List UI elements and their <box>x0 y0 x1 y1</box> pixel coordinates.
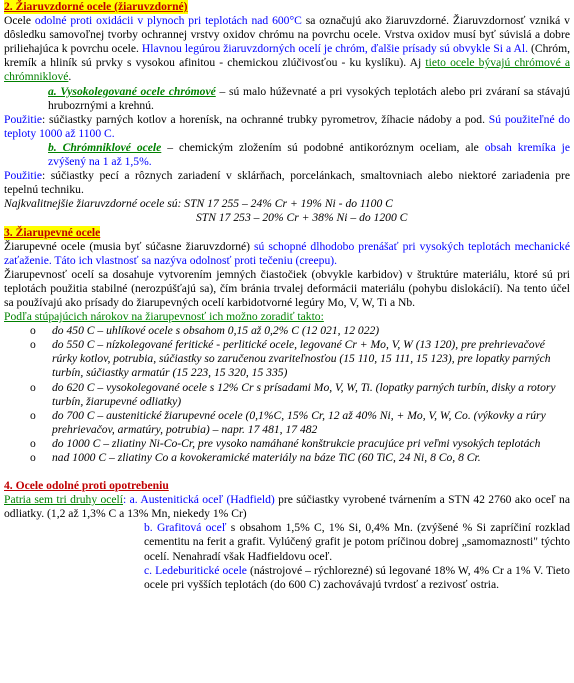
subsection-2b: b. Chrómniklové ocele – chemickým zložením sú podobné antikoróznym oceliam, ale obsah kremíka je zvýšený na 1 až 1,5%. <box>48 140 571 169</box>
subsection-4c: c. Ledeburitické ocele (nástrojové – rýchlorezné) sú legované 18% W, 4% Cr a 1% V. Tieto ocele pri vyšších teplotách (do 600 C) zachovávajú tvrdosť a rezivosť ostria. <box>144 563 570 591</box>
temperature-list <box>4 324 570 465</box>
section-4-intro: Patria sem tri druhy ocelí: a. Austenitická oceľ (Hadfield) pre súčiastky vyrobené tvárnením a STN 42 2760 ako oceľ na odliatky. (1,2 až 1,3% C a 13% Mn, niekedy 1% Cr) <box>4 493 570 521</box>
section-3-paragraph: Žiarupevnosť ocelí sa dosahuje vytvorením jemných čiastočiek (obvykle karbidov) v štruktúre materiálu, ktoré sú pri teplotách použitia stabilné (nerozpúšťajú sa), čím bránia trvalej deformácii materiálu (pohybu dislokácií). Na tento účel sa používajú ako prísady do žiarupevných ocelí karbidotvorné legúry Mo, V, W, Ti a Nb. <box>4 267 570 309</box>
section-3-title: 3. Žiarupevné ocele <box>4 225 101 239</box>
section-2-intro: Ocele odolné proti oxidácii v plynoch pri teplotách nad 600°C sa označujú ako žiaruvzdorné. Žiaruvzdornosť vzniká v dôsledku samovoľnej tvorby ochrannej vrstvy oxidov chrómu na povrchu ocele. Vrstva oxidov musí byť súvislá a dobre priliehajúca k povrchu ocele. Hlavnou legúrou žiaruvzdorných ocelí je chróm, ďalšie prísady sú obvykle Si a Al. (Chróm, kremík a hliník sú prvky s vysokou afinitou - chemickou zlúčivosťou - ku kyslíku). Aj tieto ocele bývajú chrómové a chrómniklové. <box>4 14 570 84</box>
section-3-order: Podľa stúpajúcich nárokov na žiarupevnosť ich možno zoradiť takto: <box>4 310 324 324</box>
spacer <box>4 465 570 479</box>
best-steels-line-1: Najkvalitnejšie žiaruvzdorné ocele sú: STN 17 255 – 24% Cr + 19% Ni - do 1100 C <box>4 197 393 211</box>
subsection-2a: a. Vysokolegované ocele chrómové – sú malo húževnaté a pri vysokých teplotách alebo pri zváraní sa stávajú hrubozrnými a krehnú. <box>48 84 570 112</box>
list-item: o do 620 C – vysokolegované ocele s 12% Cr s prísadami Mo, V, W, Ti. (lopatky parných turbín, disky a rotory turbín, žiarupevné odliatky) <box>30 380 556 408</box>
list-item: o do 450 C – uhlíkové ocele s obsahom 0,15 až 0,2% C (12 021, 12 022) <box>30 324 380 338</box>
list-item: o do 550 C – nízkolegované feritické - perlitické ocele, legované Cr + Mo, V, W (13 120), pre prehrievačové rúrky kotlov, potrubia, súčiastky so zaručenou zvariteľnosťou (15 110, 15 111, 15 123), pre lopatky parných turbín, súčiastky armatúr (15 223, 15 320, 15 335) <box>30 338 551 380</box>
subsection-4b: b. Grafitová oceľ s obsahom 1,5% C, 1% Si, 0,4% Mn. (zvýšené % Si zapríčiní rozklad cementitu na ferit a grafit. Vylúčený grafit je potom príčinou dobrej „samomaznosti" týchto ocelí. Nenahradí však Hadfieldovu oceľ. <box>144 521 570 563</box>
section-4-title: 4. Ocele odolné proti opotrebeniu <box>4 479 169 493</box>
subsection-4b-title: b. Grafitová oceľ <box>144 521 227 535</box>
list-item: o do 1000 C – zliatiny Ni-Co-Cr, pre vysoko namáhané konštrukcie pracujúce pri veľmi vysokých teplotách <box>30 436 541 450</box>
list-item: o do 700 C – austenitické žiarupevné ocele (0,1%C, 15% Cr, 12 až 40% Ni, + Mo, V, W, Co. (výkovky a rúry prehrievačov, armatúry, potrubia) – napr. 17 481, 17 482 <box>30 408 546 436</box>
section-3-intro: Žiarupevné ocele (musia byť súčasne žiaruvzdorné) sú schopné dlhodobo prenášať pri vysokých teplotách mechanické zaťaženie. Táto ich vlastnosť sa nazýva odolnosť proti tečeniu (creepu). <box>4 239 570 267</box>
subsection-2a-use: Použitie: súčiastky parných kotlov a horenísk, na ochranné trubky pyrometrov, žíhacie nádoby a pod. Sú použiteľné do teploty 1000 až 1100 C. <box>4 112 570 140</box>
subsection-2b-use: Použitie: súčiastky pecí a rôznych zariadení v sklárňach, porcelánkach, smaltovniach alebo niektoré zariadenia pre tepelnú techniku. <box>4 169 570 197</box>
list-item: o nad 1000 C – zliatiny Co a kovokeramické materiály na báze TiC (60 TiC, 24 Ni, 8 Co, 8 Cr. <box>30 451 481 464</box>
subsection-2b-title: b. Chrómniklové ocele <box>48 140 162 154</box>
subsection-4c-title: c. Ledeburitické ocele <box>144 563 247 577</box>
subsection-2a-title: a. Vysokolegované ocele chrómové <box>48 84 216 98</box>
best-steels-line-2: STN 17 253 – 20% Cr + 38% Ni – do 1200 C <box>196 211 408 225</box>
section-2-title: 2. Žiaruvzdorné ocele (žiaruvzdorné) <box>4 0 188 13</box>
